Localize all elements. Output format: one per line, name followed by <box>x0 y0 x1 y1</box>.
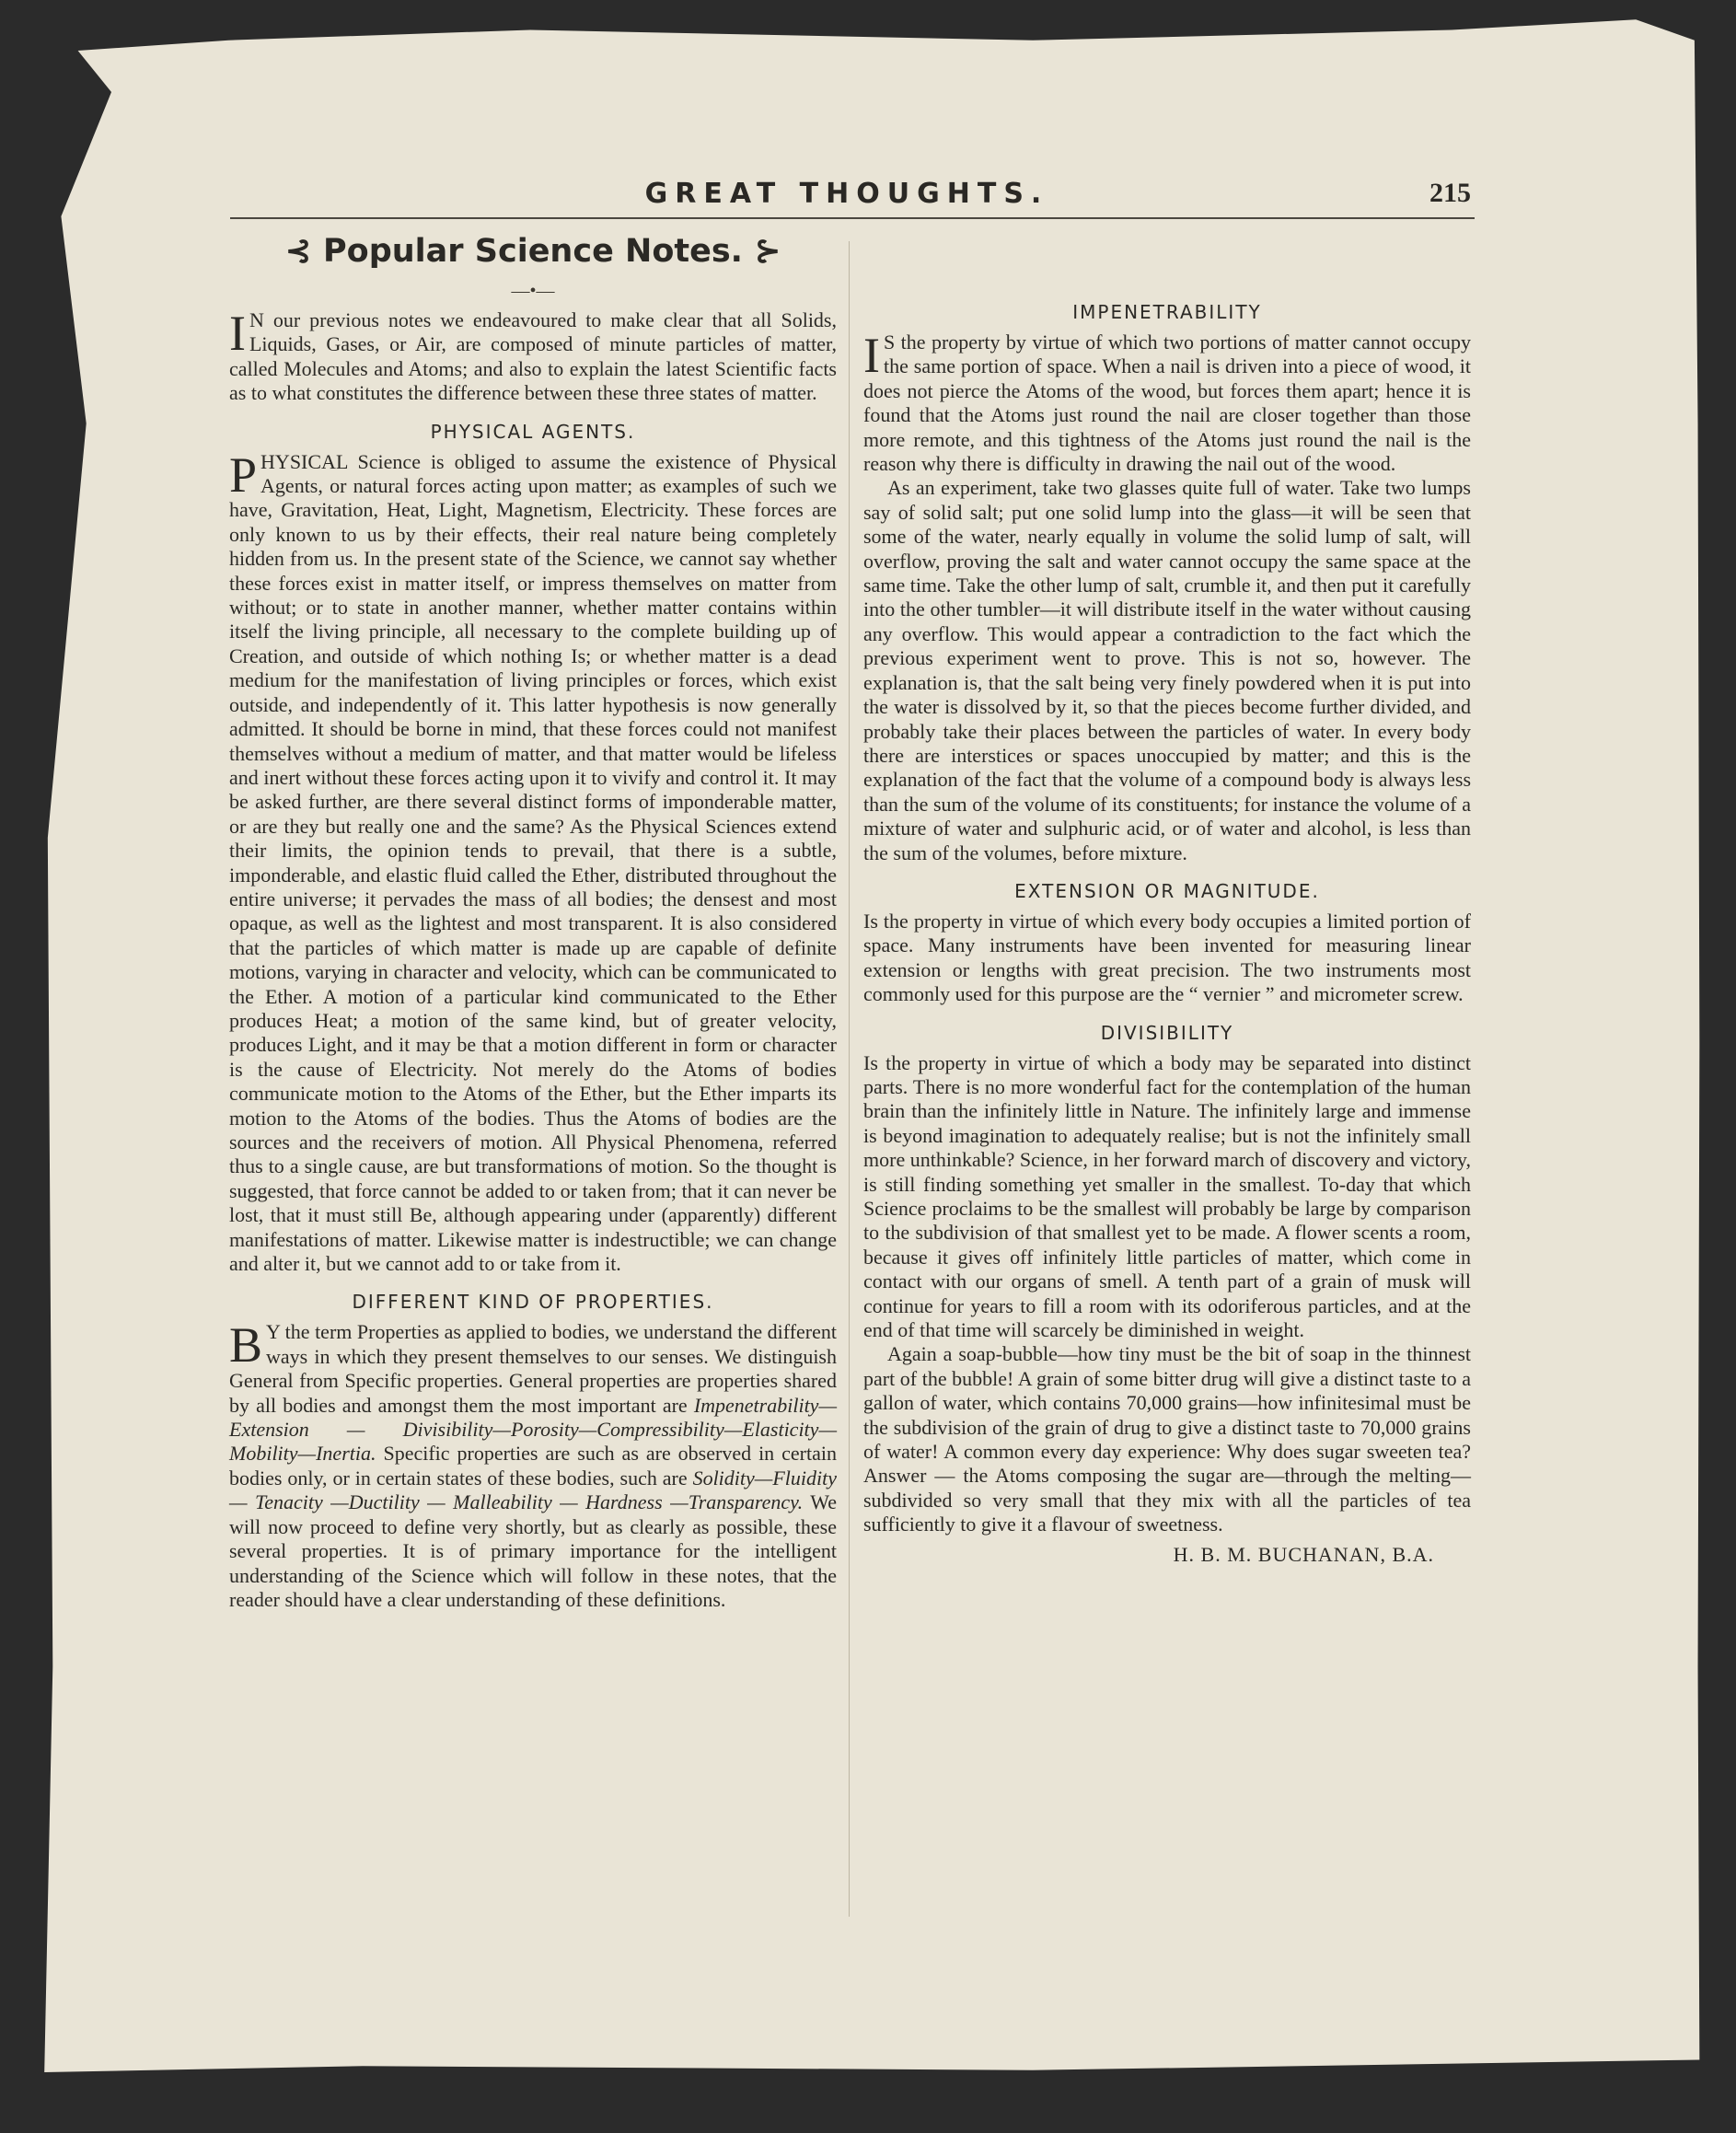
divisibility-paragraph-2: Again a soap-bubble—how tiny must be the bit of soap in the thinnest part of the bubble! A grain of some bitter drug will give a distinct taste to a gallon of water, which contains 70,000 grains—how infinitesimal must be the subdivision of the grain of drug to give a distinct taste to 70,000 grains of water! A common every day experience: Why does sugar sweeten tea? Answer — the Atoms composing the sugar are—through the melting—subdivided so very small that they mix with all the particles of tea sufficiently to give it a flavour of sweetness. <box>863 1342 1471 1536</box>
author-signature: H. B. M. BUCHANAN, B.A. <box>1173 1542 1434 1566</box>
heading-impenetrability: IMPENETRABILITY <box>1072 301 1262 323</box>
column-divider <box>849 241 850 1917</box>
page-number: 215 <box>1429 178 1471 208</box>
impenetrability-paragraph-1 <box>863 330 1471 476</box>
divisibility-paragraph-1: Is the property in virtue of which a body may be separated into distinct parts. There is no more wonderful fact for the contemplation of the human brain than the infinitely little in Nature. The infinitely large and immense is beyond imagination to adequately realise; but is not the infinitely small more unthinkable? Science, in her forward march of discovery and victory, is still finding something yet smaller in the smallest. To-day that which Science proclaims to be the smallest will probably be large by comparison to the subdivision of that smallest yet to be made. A flower scents a room, because it gives off infinitely little particles of matter, which come in contact with our organs of smell. A tenth part of a grain of musk will continue for years to fill a room with its odoriferous particles, and at the end of that time will scarcely be diminished in weight. <box>863 1050 1471 1342</box>
intro-initial: I <box>229 306 246 361</box>
intro-text: N our previous notes we endeavoured to make clear that all Solids, Liquids, Gases, or Air, are composed of minute particles of matter, called Molecules and Atoms; and also to explain the latest Scientific facts as to what constitutes the difference between these three states of matter. <box>229 308 837 405</box>
heading-physical-agents: PHYSICAL AGENTS. <box>430 420 636 443</box>
general-properties-list: Impenetrability—Extension — Divisibility—Porosity—Compressibility—Elasticity—Mobility—Inertia. <box>229 1393 838 1466</box>
different-kind-initial: B <box>229 1317 263 1374</box>
different-kind-text-1: Y the term Properties as applied to bodies, we understand the different ways in which they present themselves to our senses. We distinguish General from Specific properties. General properties are properties shared by all bodies and amongst them the most important are <box>229 1320 837 1417</box>
right-column <box>863 226 1471 1567</box>
intro-paragraph <box>229 308 837 406</box>
different-kind-text-2: Specific properties are such as are observed in certain bodies only, or in certain states of these bodies, such are <box>229 1442 837 1490</box>
header-rule <box>230 217 1475 219</box>
different-kind-text-3: We will now proceed to define very shortly, but as clearly as possible, these several properties. It is of primary importance for the intelligent understanding of the Science which will follow in these notes, that the reader should have a clear understanding of these definitions. <box>229 1490 838 1611</box>
heading-different-kind: DIFFERENT KIND OF PROPERTIES. <box>352 1291 714 1314</box>
extension-paragraph: Is the property in virtue of which every body occupies a limited portion of space. Many instruments have been invented for measuring linear extension or lengths with great precision. The two instruments most commonly used for this purpose are the “ vernier ” and micrometer screw. <box>863 909 1471 1006</box>
heading-extension: EXTENSION OR MAGNITUDE. <box>1014 879 1320 902</box>
different-kind-paragraph <box>229 1317 838 1612</box>
impenetrability-text-1: S the property by virtue of which two portions of matter cannot occupy the same portion of space. When a nail is driven into a piece of wood, it does not pierce the Atoms of the wood, but forces them apart; hence it is found that the Atoms just round the nail are closer together than those more remote, and this tightness of the Atoms just round the nail is the reason why there is difficulty in drawing the nail out of the wood. <box>863 330 1471 476</box>
impenetrability-initial: I <box>863 328 880 383</box>
running-title: GREAT THOUGHTS. <box>644 178 1049 210</box>
physical-agents-text: HYSICAL Science is obliged to assume the existence of Physical Agents, or natural forces acting upon matter; as examples of such we have, Gravitation, Heat, Light, Magnetism, Electricity. These forces are only known to us by their effects, their real nature being completely hidden from us. In the present state of the Science, we cannot say whether these forces exist in matter itself, or impress themselves on matter from without; or to state in another manner, whether matter contains within itself the living principle, all necessary to the complete building up of Creation, and outside of which nothing Is; or whether matter is a dead medium for the manifestation of living principles or forces, which exist outside, and independently of it. This latter hypothesis is now generally admitted. It should be borne in mind, that these forces could not manifest themselves without a medium of matter, and that matter would be lifeless and inert without these forces acting upon it to vivify and control it. It may be asked further, are there several distinct forms of imponderable matter, or are they but really one and the same? As the Physical Sciences extend their limits, the opinion tends to prevail, that there is a subtle, imponderable, and elastic fluid called the Ether, distributed throughout the entire universe; it pervades the mass of all bodies; the densest and most opaque, as well as the lightest and most transparent. It is also considered that the particles of which matter is made up are capable of definite motions, varying in character and velocity, which can be communicated to the Ether. A motion of a particular kind communicated to the Ether produces Heat; a motion of the same kind, but of greater velocity, produces Light, and it may be that a motion different in form or character is the cause of Electricity. Not merely do the Atoms of bodies communicate motion to the Atoms of the Ether, but the Ether imparts its motion to the Atoms of the bodies. Thus the Atoms of bodies are the sources and the receivers of motion. All Physical Phenomena, referred thus to a single cause, are but transformations of motion. So the thought is suggested, that force cannot be added to or taken from; that it can never be lost, that it must still Be, although appearing under (apparently) different manifestations of matter. Likewise matter is indestructible; we can change and alter it, but we cannot add to or take from it. <box>229 449 837 1276</box>
specific-properties-list: Solidity—Fluidity— Tenacity —Ductility — Malleability — Hardness —Transparency. <box>229 1466 837 1514</box>
physical-agents-paragraph <box>229 446 837 1277</box>
impenetrability-paragraph-2: As an experiment, take two glasses quite full of water. Take two lumps say of solid salt; put one solid lump into the glass—it will be seen that some of the water, nearly equally in volume the solid lump of salt, will overflow, proving the salt and water cannot occupy the same space at the same time. Take the other lump of salt, crumble it, and then put it carefully into the other tumbler—it will distribute itself in the water without causing any overflow. This would appear a contradiction to the fact which the previous experiment went to prove. This is not so, however. The explanation is, that the salt being very finely powdered when it is put into the water is dissolved by it, so that the pieces become further divided, and probably take their places between the particles of water. In every body there are interstices or spaces unoccupied by matter; and this is the explanation of the fact that the volume of a compound body is always less than the sum of the volume of its constituents; for instance the volume of a mixture of water and sulphuric acid, or of water and alcohol, is less than the sum of the volumes, before mixture. <box>863 476 1471 864</box>
left-column <box>229 226 837 1612</box>
article-title-text: Popular Science Notes. <box>323 233 743 270</box>
title-ornament-right: ⊱ <box>754 233 781 270</box>
physical-agents-initial: P <box>229 446 258 503</box>
title-ornament-left: ⊰ <box>284 233 312 270</box>
article-title <box>229 226 837 277</box>
title-separator: —•— <box>511 281 555 301</box>
heading-divisibility: DIVISIBILITY <box>1100 1021 1234 1044</box>
